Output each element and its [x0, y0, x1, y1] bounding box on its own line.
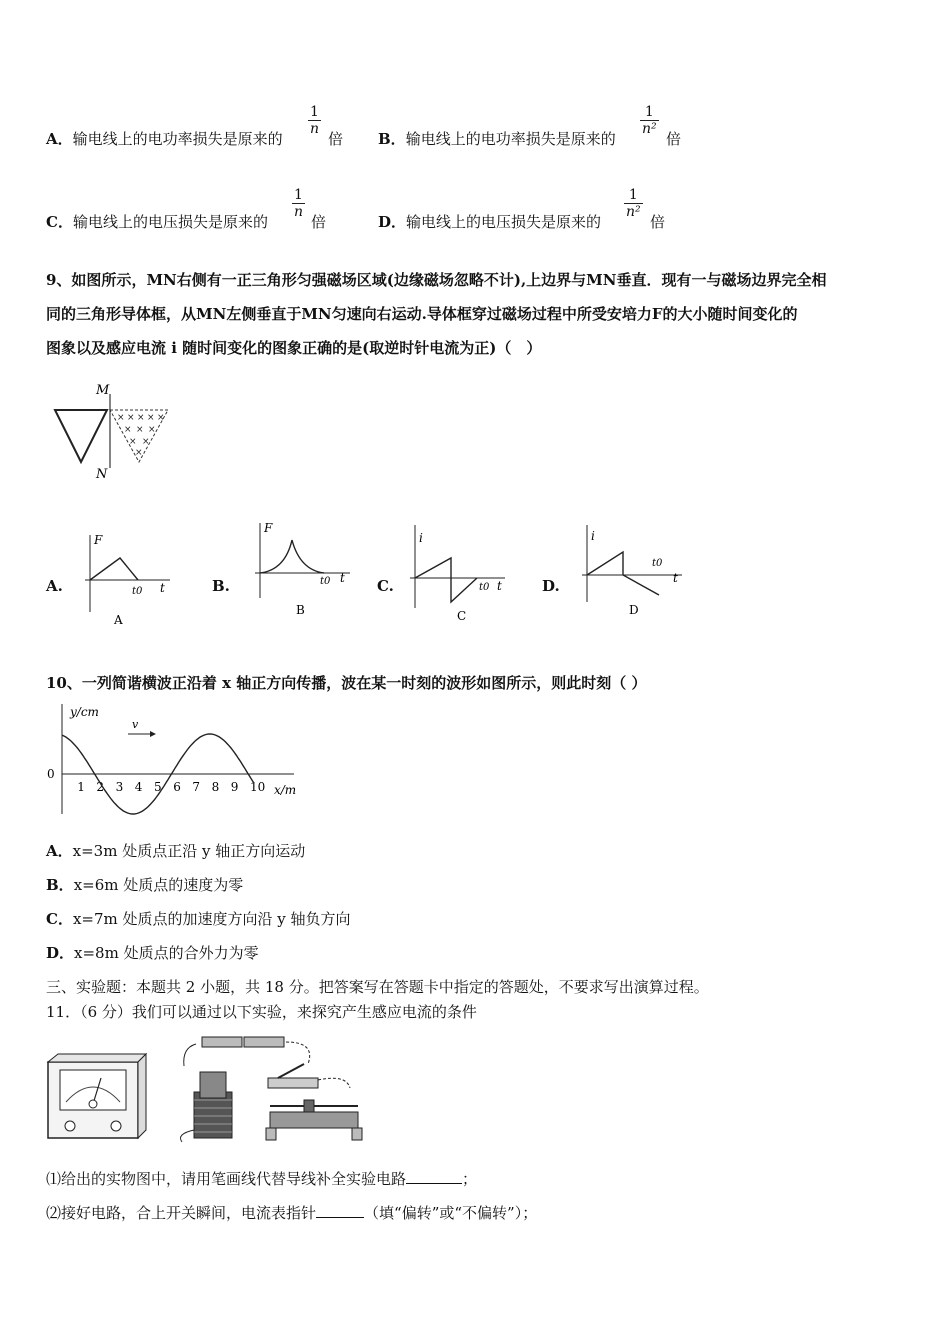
svg-text:×: ×	[142, 437, 150, 447]
svg-text:×: ×	[127, 413, 135, 423]
q10-option-b[interactable]	[46, 874, 243, 895]
sub-end: ；	[462, 1170, 478, 1188]
sub-end: （填“偏转”或“不偏转”）；	[364, 1204, 538, 1222]
graph-c-caption: C	[457, 609, 467, 623]
option-label: B．	[46, 876, 74, 894]
q8-c-suffix: 倍	[311, 213, 327, 231]
fraction-denominator: n	[310, 121, 320, 137]
wave-tick-label: 1	[77, 780, 85, 794]
option-label: A．	[46, 130, 73, 148]
wave-tick-label: 9	[230, 780, 239, 794]
svg-text:×: ×	[129, 437, 137, 447]
answer-blank-2[interactable]	[316, 1203, 364, 1218]
wave-tick-label: 7	[192, 780, 201, 794]
option-label: D．	[378, 213, 407, 231]
option-text: x=7m 处质点的加速度方向沿 y 轴负方向	[72, 910, 351, 928]
option-text: x=3m 处质点正沿 y 轴正方向运动	[72, 842, 306, 860]
q8-option-d[interactable]	[378, 211, 601, 232]
option-label: D．	[46, 944, 75, 962]
q9-stem-line: 同的三角形导体框，从MN左侧垂直于MN匀速向右运动.导体框穿过磁场过程中所受安培力F的大小随时间变化的	[46, 305, 798, 323]
q11-apparatus-figure	[46, 1034, 366, 1146]
wave-tick-label: 8	[211, 780, 220, 794]
wave-tick-label: 2	[96, 780, 105, 794]
option-label: C．	[46, 910, 73, 928]
q8-option-a[interactable]	[46, 128, 283, 149]
q9-graph-c[interactable]	[405, 520, 515, 630]
q9-setup-figure	[50, 382, 190, 482]
q9-stem	[46, 263, 906, 365]
graph-b-curve	[260, 540, 324, 573]
section-heading: 三、实验题：本题共 2 小题，共 18 分。把答案写在答题卡中指定的答题处，不要求写出演算过程。	[46, 978, 709, 996]
fraction-denominator: n²	[626, 204, 641, 220]
svg-text:×: ×	[117, 413, 125, 423]
q9-stem-line: 9、如图所示，MN右侧有一正三角形匀强磁场区域(边缘磁场忽略不计),上边界与MN垂直．现有一与磁场边界完全相	[46, 271, 827, 289]
label-n: N	[96, 467, 108, 482]
graph-d-t0: t0	[652, 558, 663, 569]
graph-d-y-label: i	[591, 529, 595, 543]
graph-c-curve	[415, 558, 477, 602]
sub-mark: ⑴	[46, 1170, 62, 1188]
graph-b-caption: B	[296, 603, 305, 617]
svg-text:×: ×	[135, 448, 143, 458]
graph-c-t0: t0	[479, 582, 490, 593]
graph-b-x-label: t	[340, 571, 345, 585]
q9-graph-b[interactable]	[250, 518, 360, 618]
fraction-numerator: 1	[292, 187, 305, 204]
label-m: M	[96, 383, 110, 398]
q8-b-fraction	[640, 104, 659, 137]
svg-text:×: ×	[136, 425, 144, 435]
q11-subquestion-2	[46, 1202, 537, 1223]
svg-text:×: ×	[147, 413, 155, 423]
fraction-numerator: 1	[308, 104, 321, 121]
svg-text:×: ×	[137, 413, 145, 423]
q8-d-fraction	[624, 187, 643, 220]
fraction-numerator: 1	[624, 187, 643, 204]
fraction-denominator: n	[294, 204, 304, 220]
wave-tick-label: 10	[250, 780, 266, 794]
q8-a-suffix: 倍	[328, 130, 344, 148]
svg-text:×: ×	[157, 413, 165, 423]
q9-option-b-label[interactable]: B.	[212, 577, 230, 595]
graph-a-t0: t0	[132, 586, 143, 597]
q8-option-b[interactable]	[378, 128, 616, 149]
q8-d-suffix: 倍	[650, 213, 666, 231]
q11-subquestion-1	[46, 1168, 477, 1189]
q9-option-d-label[interactable]: D.	[542, 577, 560, 595]
q8-c-fraction	[292, 187, 305, 220]
graph-d-caption: D	[629, 603, 639, 617]
svg-text:×: ×	[148, 425, 156, 435]
option-text: 输电线上的电功率损失是原来的	[405, 130, 616, 148]
rheostat	[266, 1100, 362, 1140]
conductor-frame	[55, 410, 107, 462]
q9-option-c-label[interactable]: C.	[377, 577, 394, 595]
q10-option-a[interactable]	[46, 840, 305, 861]
graph-b-y-label: F	[264, 521, 273, 535]
option-label: A．	[46, 842, 73, 860]
q10-option-c[interactable]	[46, 908, 351, 929]
sub-text: 给出的实物图中，请用笔画线代替导线补全实验电路	[61, 1170, 407, 1188]
wave-tick-label: 3	[115, 780, 124, 794]
wave-tick-label: 5	[154, 780, 162, 794]
graph-c-y-label: i	[419, 531, 423, 545]
option-text: 输电线上的电功率损失是原来的	[72, 130, 283, 148]
q10-stem: 10、一列简谐横波正沿着 x 轴正方向传播，波在某一时刻的波形如图所示，则此时刻（ ）	[46, 674, 647, 692]
wave-velocity-label: v	[132, 718, 139, 731]
q8-a-fraction	[308, 104, 321, 137]
option-label: B．	[378, 130, 406, 148]
graph-a-x-label: t	[160, 581, 165, 595]
graph-b-t0: t0	[320, 576, 331, 587]
answer-blank-1[interactable]	[406, 1169, 462, 1184]
wave-tick-label: 4	[134, 780, 143, 794]
fraction-numerator: 1	[640, 104, 659, 121]
option-text: x=6m 处质点的速度为零	[73, 876, 244, 894]
graph-a-caption: A	[114, 613, 123, 627]
q8-option-c[interactable]	[46, 211, 268, 232]
wave-tick-label: 6	[173, 780, 181, 794]
graph-c-x-label: t	[497, 579, 502, 593]
graph-a-y-label: F	[94, 533, 103, 547]
switch	[268, 1064, 350, 1088]
q9-stem-line: 图象以及感应电流 i 随时间变化的图象正确的是(取逆时针电流为正)（ ）	[46, 339, 542, 357]
option-label: C．	[46, 213, 73, 231]
graph-d-x-label: t	[673, 571, 678, 585]
wave-origin: 0	[47, 767, 55, 781]
q9-graph-a[interactable]	[80, 530, 180, 630]
svg-text:×: ×	[124, 425, 132, 435]
option-text: 输电线上的电压损失是原来的	[406, 213, 602, 231]
q8-b-suffix: 倍	[666, 130, 682, 148]
graph-a-curve	[90, 558, 138, 580]
q10-option-d[interactable]	[46, 942, 259, 963]
coil-assembly	[181, 1072, 233, 1142]
option-text: x=8m 处质点的合外力为零	[74, 944, 259, 962]
q11-stem: 11．（6 分）我们可以通过以下实验，来探究产生感应电流的条件	[46, 1003, 477, 1021]
sub-text: 接好电路，合上开关瞬间，电流表指针	[61, 1204, 317, 1222]
wave-x-label: x/m	[274, 783, 297, 797]
battery	[184, 1037, 310, 1066]
fraction-denominator: n²	[642, 121, 657, 137]
option-text: 输电线上的电压损失是原来的	[72, 213, 268, 231]
sub-mark: ⑵	[46, 1204, 62, 1222]
q9-graph-d[interactable]	[577, 520, 687, 620]
wave-y-label: y/cm	[70, 705, 99, 719]
galvanometer	[48, 1054, 146, 1138]
q10-wave-figure	[44, 702, 304, 822]
q9-option-a-label[interactable]: A.	[46, 577, 63, 595]
